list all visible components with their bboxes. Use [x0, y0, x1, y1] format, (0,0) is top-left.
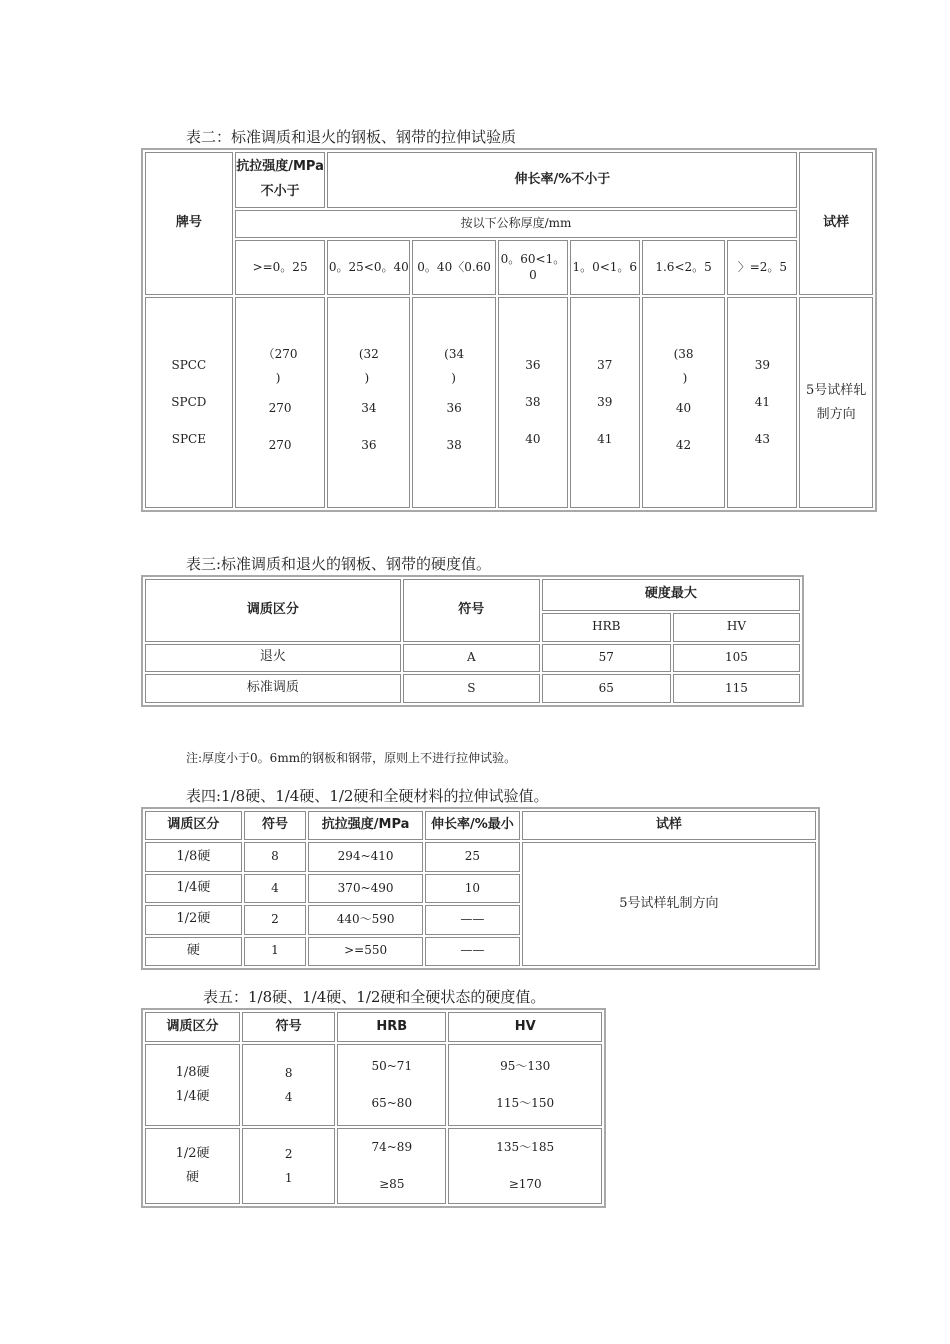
hrb-header: HRB: [542, 613, 671, 642]
sample-header: 试样: [522, 811, 816, 840]
symbol-cell: A: [403, 644, 540, 673]
elongation-header: 伸长率/%不小于: [327, 152, 797, 208]
table-row: [145, 1128, 602, 1204]
hrb-cell: 65: [542, 674, 671, 703]
table-row: [145, 842, 816, 871]
table3-caption: 表三:标准调质和退火的钢板、钢带的硬度值。: [186, 555, 492, 573]
thickness-col: 1。0<1。6: [570, 240, 640, 295]
hv-cell: 105: [673, 644, 800, 673]
symbol-cell: 2: [244, 905, 306, 934]
temper-header: 调质区分: [145, 1012, 240, 1042]
temper-cell: 1/8硬: [145, 842, 242, 871]
sample-cell: 5号试样轧制方向: [799, 297, 873, 508]
elongation-cell: ——: [425, 905, 520, 934]
temper-cell: 标准调质: [145, 674, 401, 703]
elongation-cell: (38 ) 40 42: [642, 297, 726, 508]
thickness-header: 按以下公称厚度/mm: [235, 210, 798, 238]
symbol-cell: 1: [244, 937, 306, 966]
hrb-header: HRB: [337, 1012, 446, 1042]
tensile-cell: 440～590: [308, 905, 423, 934]
sample-header: 试样: [799, 152, 873, 295]
elongation-cell: (34 ) 36 38: [412, 297, 496, 508]
hv-header: HV: [448, 1012, 602, 1042]
temper-cell: 退火: [145, 644, 401, 673]
table2-caption: 表二：标准调质和退火的钢板、钢带的拉伸试验质: [186, 128, 517, 146]
elongation-cell: (32 ) 34 36: [327, 297, 410, 508]
tensile-header: 抗拉强度/MPa 不小于: [235, 152, 326, 208]
symbol-cell: S: [403, 674, 540, 703]
thickness-col: >=0。25: [235, 240, 326, 295]
symbol-cell: 2 1: [242, 1128, 335, 1204]
sample-cell: 5号试样轧制方向: [522, 842, 816, 966]
table-row: [145, 644, 800, 673]
elongation-cell: ——: [425, 937, 520, 966]
hardened-tensile-table: [141, 807, 820, 970]
thickness-col: 〉=2。5: [727, 240, 797, 295]
temper-header: 调质区分: [145, 811, 242, 840]
symbol-cell: 8 4: [242, 1044, 335, 1126]
temper-cell: 1/4硬: [145, 874, 242, 903]
symbol-cell: 4: [244, 874, 306, 903]
table4-caption: 表四:1/8硬、1/4硬、1/2硬和全硬材料的拉伸试验值。: [186, 787, 549, 805]
tensile-test-table: [141, 148, 877, 512]
hv-header: HV: [673, 613, 800, 642]
tensile-cell: >=550: [308, 937, 423, 966]
thickness-col: 0。40〈0.60: [412, 240, 496, 295]
grade-cell: SPCC SPCD SPCE: [145, 297, 233, 508]
elongation-cell: 37 39 41: [570, 297, 640, 508]
hardened-hardness-table: [141, 1008, 606, 1208]
table5-caption: 表五：1/8硬、1/4硬、1/2硬和全硬状态的硬度值。: [203, 988, 546, 1006]
symbol-header: 符号: [403, 579, 540, 642]
elongation-cell: 25: [425, 842, 520, 871]
tensile-cell: （270 ) 270 270: [235, 297, 326, 508]
hardness-max-header: 硬度最大: [542, 579, 800, 611]
note-text: 注:厚度小于0。6mm的钢板和钢带，原则上不进行拉伸试验。: [186, 751, 517, 765]
thickness-col: 0。60<1。0: [498, 240, 568, 295]
symbol-header: 符号: [244, 811, 306, 840]
hrb-cell: 57: [542, 644, 671, 673]
temper-cell: 硬: [145, 937, 242, 966]
elongation-header: 伸长率/%最小: [425, 811, 520, 840]
temper-cell: 1/2硬 硬: [145, 1128, 240, 1204]
tensile-cell: 370~490: [308, 874, 423, 903]
temper-header: 调质区分: [145, 579, 401, 642]
elongation-cell: 36 38 40: [498, 297, 568, 508]
symbol-header: 符号: [242, 1012, 335, 1042]
elongation-cell: 10: [425, 874, 520, 903]
table-row: [145, 674, 800, 703]
thickness-col: 0。25<0。40: [327, 240, 410, 295]
tensile-header: 抗拉强度/MPa: [308, 811, 423, 840]
grade-header: 牌号: [145, 152, 233, 295]
table-row: [145, 1044, 602, 1126]
hv-cell: 135～185 ≥170: [448, 1128, 602, 1204]
thickness-col: 1.6<2。5: [642, 240, 726, 295]
elongation-cell: 39 41 43: [727, 297, 797, 508]
hrb-cell: 74~89 ≥85: [337, 1128, 446, 1204]
hrb-cell: 50~71 65~80: [337, 1044, 446, 1126]
temper-cell: 1/8硬 1/4硬: [145, 1044, 240, 1126]
hardness-table: [141, 575, 804, 707]
symbol-cell: 8: [244, 842, 306, 871]
hv-cell: 95～130 115～150: [448, 1044, 602, 1126]
temper-cell: 1/2硬: [145, 905, 242, 934]
hv-cell: 115: [673, 674, 800, 703]
tensile-cell: 294~410: [308, 842, 423, 871]
